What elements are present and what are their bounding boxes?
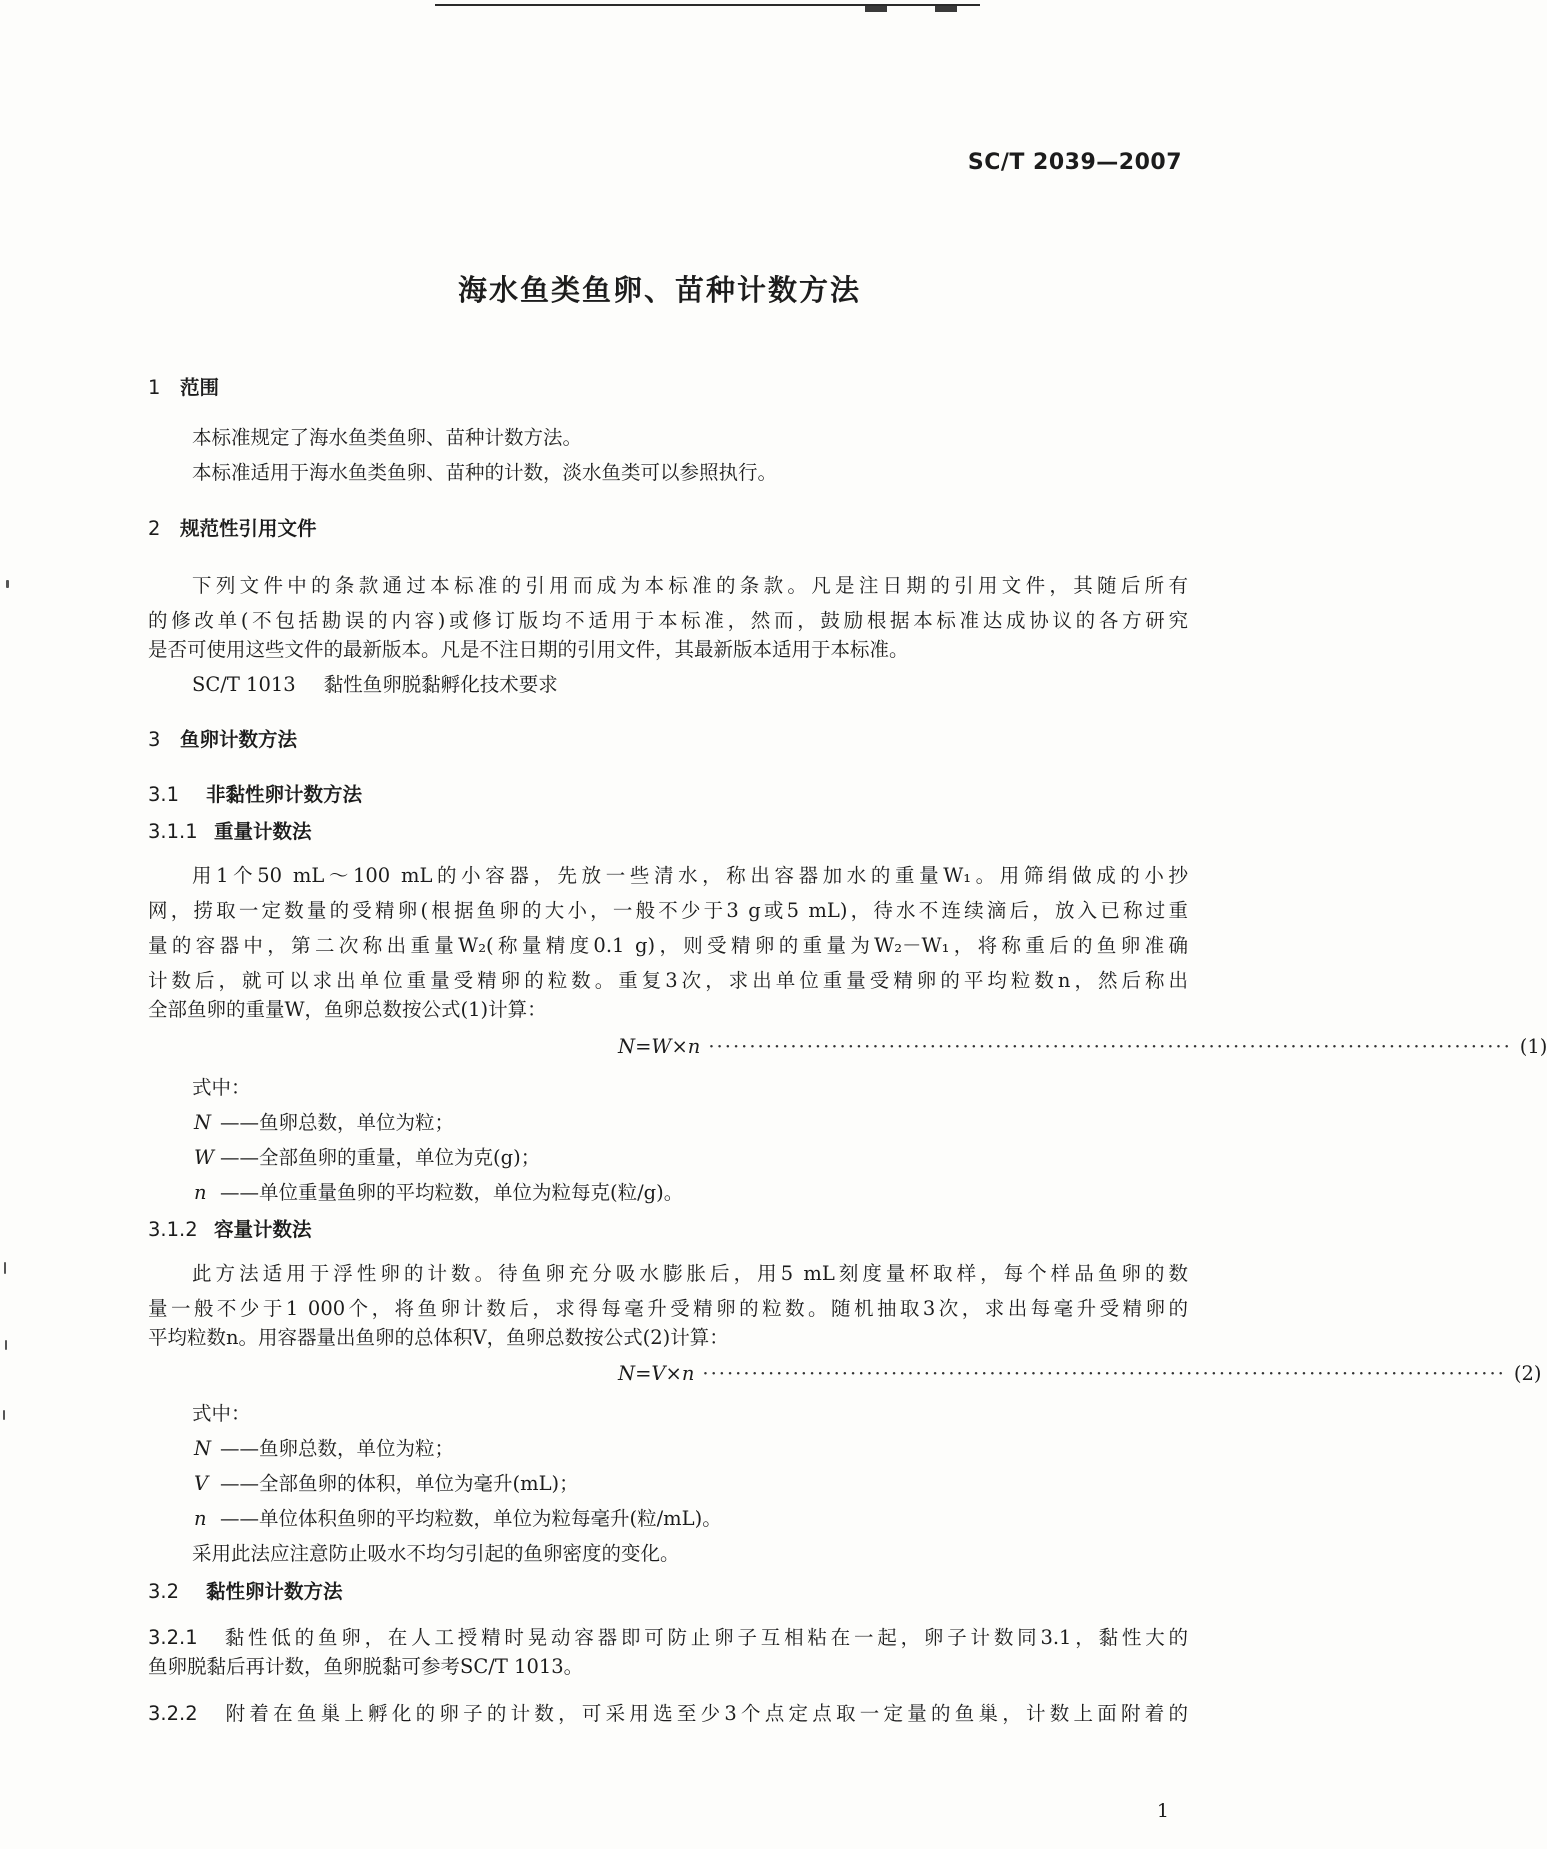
section-3-1-2-line-3: 平均粒数n。用容器量出鱼卵的总体积V，鱼卵总数按公式(2)计算：	[148, 1326, 729, 1349]
header-rule-mark	[935, 6, 957, 12]
section-1-paragraph-1: 本标准规定了海水鱼类鱼卵、苗种计数方法。	[192, 426, 583, 449]
reference-code: SC/T 1013	[192, 673, 296, 696]
formula-leader-dots: ··································································································	[702, 1362, 1506, 1385]
definition-row: V ——全部鱼卵的体积，单位为毫升(mL)；	[194, 1472, 579, 1495]
scan-speck	[6, 580, 9, 588]
section-3-2-1-line-1: 3.2.1 黏性低的鱼卵，在人工授精时晃动容器即可防止卵子互相粘在一起，卵子计数同3.1，黏性大的	[148, 1626, 1188, 1649]
section-3-1-1-line-4: 计数后，就可以求出单位重量受精卵的粒数。重复3次，求出单位重量受精卵的平均粒数n，然后称出	[148, 969, 1188, 992]
section-1-paragraph-2: 本标准适用于海水鱼类鱼卵、苗种的计数，淡水鱼类可以参照执行。	[192, 461, 778, 484]
scan-speck	[4, 1262, 6, 1274]
section-3-1-heading: 3.1 非黏性卵计数方法	[148, 783, 363, 806]
formula-1-expression: N=W×n	[618, 1035, 701, 1058]
scan-speck	[3, 1410, 5, 1420]
formula-2-number: (2)	[1513, 1362, 1542, 1385]
where-label-1: 式中：	[192, 1076, 251, 1099]
section-3-1-2-note: 采用此法应注意防止吸水不均匀引起的鱼卵密度的变化。	[192, 1542, 680, 1565]
section-3-1-1-line-3: 量的容器中，第二次称出重量W₂(称量精度0.1 g)，则受精卵的重量为W₂－W₁，将称重后的鱼卵准确	[148, 934, 1188, 957]
section-3-2-2-number: 3.2.2	[148, 1702, 198, 1725]
definition-row: N ——鱼卵总数，单位为粒；	[194, 1111, 455, 1134]
normative-reference	[192, 675, 558, 695]
header-rule	[435, 4, 980, 6]
definition-row: N ——鱼卵总数，单位为粒；	[194, 1437, 455, 1460]
document-title: 海水鱼类鱼卵、苗种计数方法	[457, 273, 861, 307]
formula-leader-dots: ··································································································	[708, 1035, 1512, 1058]
section-2-heading: 2 规范性引用文件	[148, 517, 317, 540]
section-3-2-1-line-2: 鱼卵脱黏后再计数，鱼卵脱黏可参考SC/T 1013。	[148, 1655, 584, 1678]
formula-1-number: (1)	[1519, 1035, 1547, 1058]
section-3-2-1-number: 3.2.1	[148, 1626, 198, 1649]
section-3-heading: 3 鱼卵计数方法	[148, 728, 298, 751]
section-3-2-2-line-1: 3.2.2 附着在鱼巢上孵化的卵子的计数，可采用选至少3个点定点取一定量的鱼巢，计数上面附着的	[148, 1702, 1188, 1725]
formula-2-expression: N=V×n	[618, 1362, 695, 1385]
section-3-1-1-line-5: 全部鱼卵的重量W，鱼卵总数按公式(1)计算：	[148, 998, 547, 1021]
where-label-2: 式中：	[192, 1402, 251, 1425]
section-3-1-1-heading: 3.1.1 重量计数法	[148, 820, 312, 843]
section-2-line-2: 的修改单(不包括勘误的内容)或修订版均不适用于本标准，然而，鼓励根据本标准达成协议的各方研究	[148, 609, 1188, 632]
definition-row: W ——全部鱼卵的重量，单位为克(g)；	[194, 1146, 541, 1169]
section-1-heading: 1 范围	[148, 376, 220, 399]
definition-row: n ——单位重量鱼卵的平均粒数，单位为粒每克(粒/g)。	[194, 1181, 684, 1204]
section-3-1-1-line-1: 用1个50 mL～100 mL的小容器，先放一些清水，称出容器加水的重量W₁。用筛绢做成的小抄	[192, 864, 1188, 887]
page-number: 1	[1156, 1800, 1169, 1822]
standard-code: SC/T 2039—2007	[967, 150, 1182, 175]
section-2-line-3: 是否可使用这些文件的最新版本。凡是不注日期的引用文件，其最新版本适用于本标准。	[148, 638, 909, 661]
section-2-line-1: 下列文件中的条款通过本标准的引用而成为本标准的条款。凡是注日期的引用文件，其随后所有	[192, 574, 1188, 597]
formula-1	[148, 1035, 1547, 1058]
scan-speck	[5, 1340, 7, 1350]
section-3-2-heading: 3.2 黏性卵计数方法	[148, 1580, 343, 1603]
formula-2	[148, 1362, 1542, 1385]
section-3-1-2-line-1: 此方法适用于浮性卵的计数。待鱼卵充分吸水膨胀后，用5 mL刻度量杯取样，每个样品鱼卵的数	[192, 1262, 1188, 1285]
section-3-1-1-line-2: 网，捞取一定数量的受精卵(根据鱼卵的大小，一般不少于3 g或5 mL)，待水不连续滴后，放入已称过重	[148, 899, 1188, 922]
reference-title: 黏性鱼卵脱黏孵化技术要求	[323, 673, 558, 696]
section-3-1-2-line-2: 量一般不少于1 000个，将鱼卵计数后，求得每毫升受精卵的粒数。随机抽取3次，求出每毫升受精卵的	[148, 1297, 1188, 1320]
section-3-1-2-heading: 3.1.2 容量计数法	[148, 1218, 312, 1241]
header-rule-mark	[865, 6, 887, 12]
definition-row: n ——单位体积鱼卵的平均粒数，单位为粒每毫升(粒/mL)。	[194, 1507, 722, 1530]
